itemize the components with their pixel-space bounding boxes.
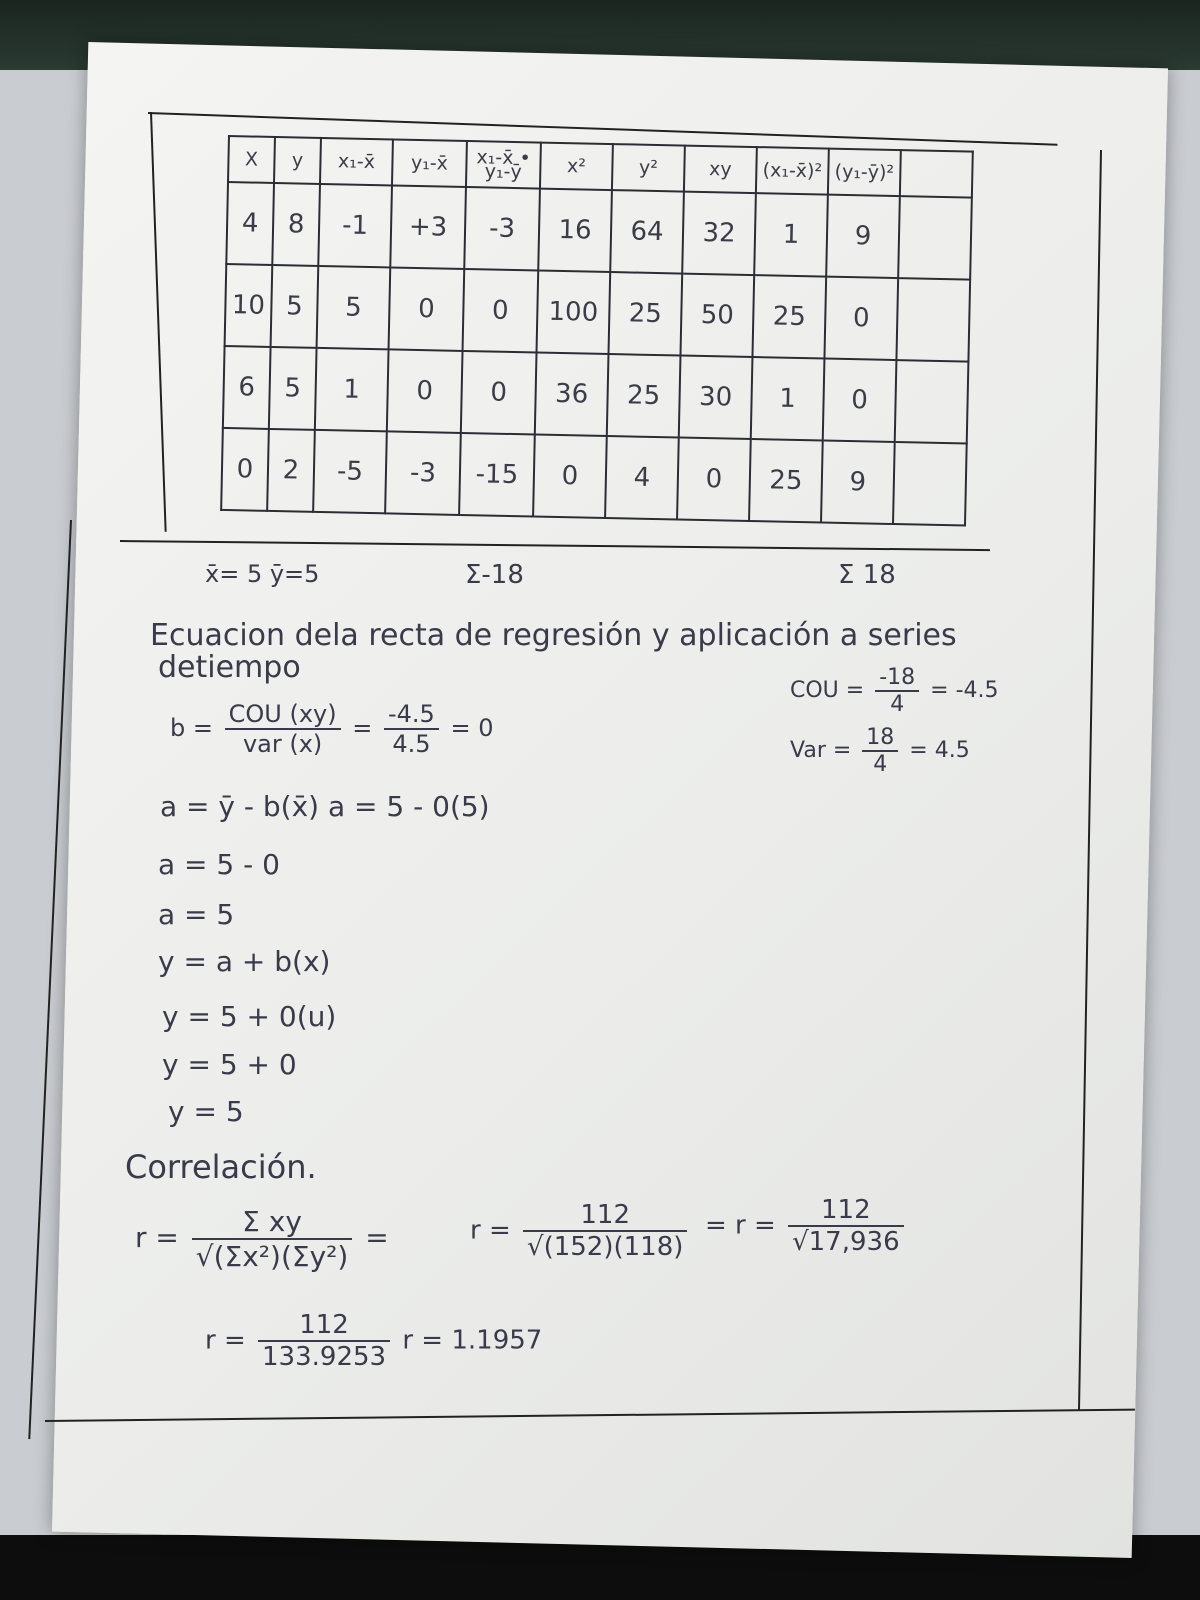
correlation-values (470, 1200, 691, 1262)
b-num: COU (xy) (225, 700, 341, 730)
var-num: 18 (862, 725, 898, 752)
sum-variance: Σ 18 (838, 560, 896, 590)
step-line: y = 5 (168, 1095, 244, 1128)
table-cell: -15 (459, 433, 535, 517)
table-cell: 4 (226, 182, 274, 265)
corr1-num: Σ xy (192, 1205, 353, 1240)
b-result: = 0 (450, 714, 494, 742)
table-cell: 1 (751, 357, 825, 440)
table-cell: 9 (826, 195, 900, 278)
frame-line-left-lower (28, 520, 72, 1439)
table-cell: 25 (607, 354, 681, 437)
cov-num: -18 (875, 665, 919, 692)
table-cell: 0 (387, 349, 463, 433)
regression-table (220, 135, 974, 527)
table-cell: 5 (317, 266, 391, 349)
corr3-num: 112 (788, 1195, 904, 1227)
table-cell (896, 278, 970, 361)
table-row (225, 264, 971, 362)
means-label: x̄= 5 ȳ=5 (205, 560, 320, 588)
corr1-fraction (192, 1205, 353, 1273)
table-cell: 25 (752, 275, 826, 358)
corr4-num: 112 (258, 1310, 390, 1342)
table-cell: -5 (313, 430, 387, 513)
var-label: Var = (790, 738, 852, 763)
table-cell: 0 (677, 438, 751, 521)
corr2-den: √(152)(118) (527, 1232, 684, 1262)
table-cell: 2 (267, 429, 315, 512)
correlation-result (205, 1310, 542, 1372)
step-line: a = 5 (158, 898, 235, 931)
table-cell: 5 (271, 265, 319, 348)
table-row (226, 182, 972, 280)
table-cell: 0 (389, 267, 465, 351)
frame-line-under-table (120, 540, 990, 551)
header-cell: y₁-x̄ (392, 139, 467, 187)
sum-covariance: Σ-18 (465, 560, 524, 590)
data-table (220, 135, 974, 527)
correlation-formula (135, 1205, 389, 1273)
header-cell: X (228, 136, 275, 183)
corr2-label: r = (470, 1215, 511, 1246)
table-cell: 1 (754, 193, 828, 276)
corr4-den: 133.9253 (262, 1342, 387, 1372)
b-eq: = (352, 714, 373, 742)
corr2-num: 112 (523, 1200, 687, 1232)
corr4-label: r = (205, 1325, 246, 1356)
table-cell: 64 (610, 190, 684, 273)
table-cell: 4 (605, 436, 679, 519)
table-cell: 0 (533, 434, 607, 517)
table-cell: 36 (535, 353, 609, 436)
correlation-title: Correlación. (125, 1148, 317, 1186)
table-cell: +3 (390, 185, 466, 269)
b-fraction (225, 700, 341, 758)
corr2-fraction (523, 1200, 687, 1262)
b-den-2: 4.5 (392, 730, 431, 758)
table-cell: -3 (385, 431, 461, 515)
table-cell: 1 (315, 348, 389, 431)
var-den: 4 (873, 752, 888, 777)
frame-line-left (150, 112, 167, 532)
table-cell: 32 (682, 192, 756, 275)
cov-fraction (875, 665, 919, 717)
step-line: y = a + b(x) (158, 945, 331, 978)
corr1-den: √(Σx²)(Σy²) (195, 1240, 349, 1273)
corr3-den: √17,936 (792, 1227, 900, 1257)
corr4-fraction (258, 1310, 390, 1372)
frame-line-right (1078, 150, 1102, 1410)
step-line: a = ȳ - b(x̄) a = 5 - 0(5) (160, 790, 490, 823)
b-fraction-2 (384, 700, 439, 758)
var-result: = 4.5 (909, 738, 970, 763)
table-cell: 50 (680, 274, 754, 357)
step-line: y = 5 + 0(u) (162, 1000, 337, 1033)
variance-formula (790, 725, 970, 777)
table-cell: 6 (223, 346, 271, 429)
table-cell: 5 (269, 347, 317, 430)
header-cell: y (274, 137, 321, 184)
step-line: y = 5 + 0 (162, 1048, 297, 1081)
table-cell: 25 (608, 272, 682, 355)
table-cell (895, 360, 969, 443)
table-row (223, 346, 969, 444)
table-cell: 16 (538, 189, 612, 272)
header-cell: x₁-x̄ (320, 138, 393, 185)
corr1-eq: = (365, 1221, 389, 1254)
corr4-result: r = 1.1957 (402, 1325, 543, 1356)
table-cell: 0 (461, 351, 537, 435)
table-cell: 25 (749, 439, 823, 522)
b-den: var (x) (242, 730, 323, 758)
b-num-2: -4.5 (384, 700, 439, 730)
table-cell: -1 (318, 184, 392, 267)
section-title-cont: detiempo (158, 650, 301, 685)
slope-formula (170, 700, 493, 758)
table-cell: 0 (823, 359, 897, 442)
step-line: a = 5 - 0 (158, 848, 280, 881)
header-cell (900, 150, 973, 197)
table-row (221, 428, 967, 526)
var-fraction (862, 725, 898, 777)
header-cell: (y₁-ȳ)² (828, 149, 901, 196)
corr3-fraction (788, 1195, 904, 1257)
header-cell: xy (684, 146, 757, 193)
correlation-values-2 (705, 1195, 908, 1257)
table-cell: 8 (272, 183, 320, 266)
table-cell: 0 (463, 269, 539, 353)
corr1-label: r = (135, 1221, 179, 1254)
header-cell: (x₁-x̄)² (756, 147, 829, 194)
corr3-label: = r = (705, 1210, 776, 1241)
table-cell: 30 (679, 356, 753, 439)
table-cell (898, 196, 972, 279)
table-cell: -3 (464, 187, 540, 271)
table-cell: 0 (221, 428, 269, 511)
header-cell: x₁-x̄ • y₁-ȳ (466, 141, 541, 189)
b-label: b = (170, 714, 213, 742)
section-title: Ecuacion dela recta de regresión y aplicación a series (150, 618, 957, 653)
header-cell: y² (612, 144, 685, 191)
cov-label: COU = (790, 678, 865, 703)
table-cell: 0 (824, 277, 898, 360)
cov-result: = -4.5 (930, 678, 999, 703)
cov-den: 4 (890, 692, 905, 717)
table-cell: 10 (225, 264, 273, 347)
frame-line-bottom (45, 1409, 1135, 1422)
table-cell (893, 442, 967, 525)
covariance-formula (790, 665, 999, 717)
table-cell: 100 (537, 271, 611, 354)
table-cell: 9 (821, 441, 895, 524)
header-cell: x² (540, 143, 613, 190)
